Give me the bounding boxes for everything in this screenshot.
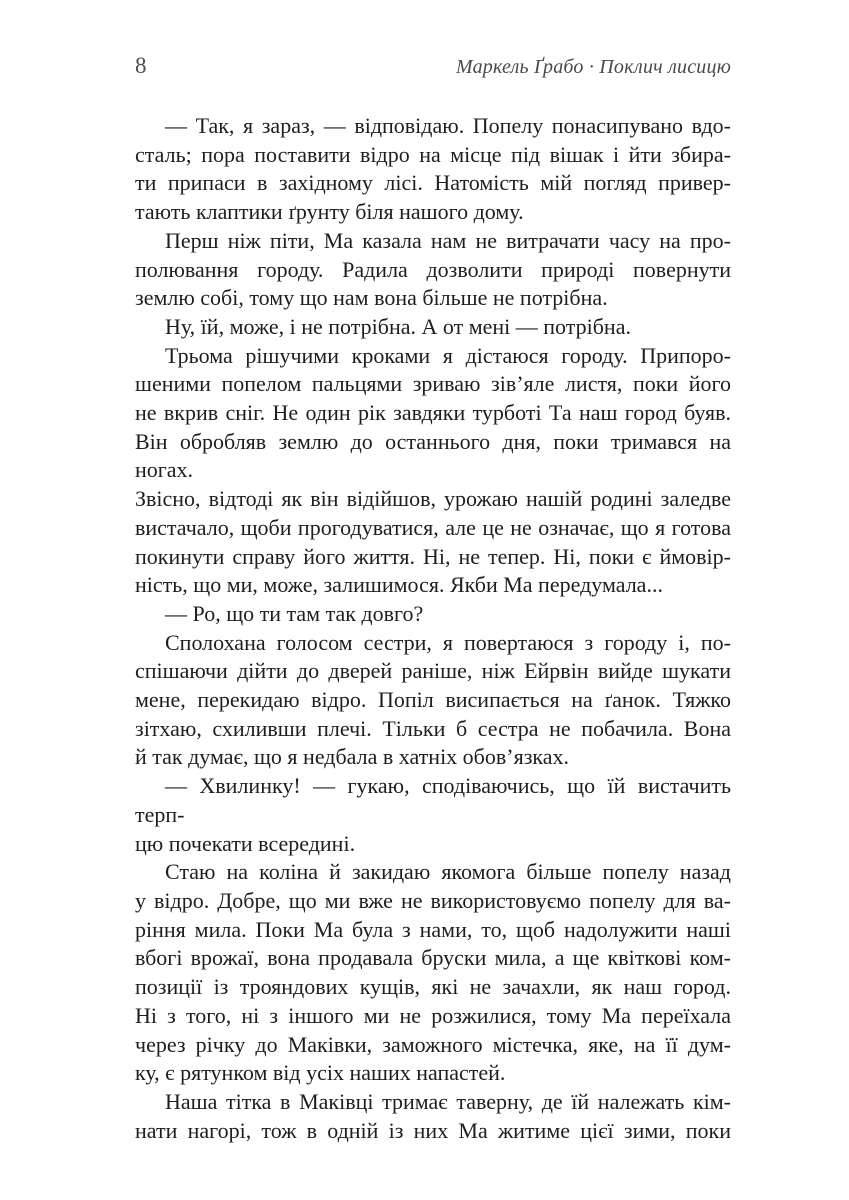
text-line: — Так, я зараз, — відповідаю. Попелу понасипувано вдо- [165,113,731,138]
text-block [135,112,731,1145]
text-line: мене, перекидаю відро. Попіл висипається на ґанок. Тяжко [135,687,731,713]
text-line: цю почекати всередині. [135,830,356,856]
running-header: Маркель Ґрабо · Поклич лисицю [456,56,731,78]
text-line: позиції із трояндових кущів, які не зачахли, як наш город. [135,974,731,1000]
paragraph [135,112,731,227]
paragraph [135,858,731,1088]
paragraph [135,629,731,773]
page-number: 8 [135,53,147,78]
text-line: ність, що ми, може, залишимося. Якби Ма передумала... [135,572,663,598]
text-line: й так думає, що я недбала в хатніх обов’язках. [135,744,570,770]
text-line: шеними попелом пальцями зриваю зів’яле листя, поки його [135,371,731,397]
paragraph [135,1088,731,1145]
text-line: Він обробляв землю до останнього дня, поки тримався на ногах. [135,428,731,483]
text-line: — Хвилинку! — гукаю, сподіваючись, що їй вистачить терп- [135,773,731,827]
text-line: — Ро, що ти там так довго? [165,600,424,626]
text-line: Сполохана голосом сестри, я повертаюся з городу і, по- [165,629,731,655]
text-line: ріння мила. Поки Ма була з нами, то, щоб надолужити наші [135,916,731,942]
page-header [135,53,731,78]
text-line: покинути справу його життя. Ні, не тепер. Ні, поки є ймовір- [135,543,731,569]
text-line: полювання городу. Радила дозволити природі повернути [135,256,731,282]
text-line: сталь; пора поставити відро на місце під вішак і йти збира- [135,141,731,167]
paragraph [135,313,731,342]
text-line: зітхаю, схиливши плечі. Тільки б сестра не побачила. Вона [135,715,731,741]
text-line: землю собі, тому що нам вона більше не потрібна. [135,285,608,311]
text-line: вистачало, щоби прогодуватися, але це не означає, що я готова [135,514,731,540]
text-line: вбогі врожаї, вона продавала бруски мила, а ще квіткові ком- [135,945,731,971]
text-line: не вкрив сніг. Не один рік завдяки турботі Та наш город буяв. [135,400,731,426]
text-line: Ні з того, ні з іншого ми не розжилися, тому Ма переїхала [135,1002,731,1028]
text-line: ку, є рятунком від усіх наших напастей. [135,1060,506,1086]
text-line: спішаючи дійти до дверей раніше, ніж Ейрвін вийде шукати [135,658,731,684]
paragraph [135,772,731,858]
text-line: ти припаси в західному лісі. Натомість мій погляд привер- [135,170,731,196]
paragraph [135,600,731,629]
text-line: Ну, їй, може, і не потрібна. А от мені — потрібна. [165,313,631,339]
text-line: Перш ніж піти, Ма казала нам не витрачати часу на про- [165,227,731,253]
text-line: нати нагорі, тож в одній із них Ма житиме цієї зими, поки [135,1117,731,1143]
text-line: тають клаптики ґрунту біля нашого дому. [135,199,524,225]
text-line: через річку до Маківки, заможного містечка, яке, на її дум- [135,1031,731,1057]
text-line: Стаю на коліна й закидаю якомога більше попелу назад [165,859,731,885]
paragraph [135,227,731,313]
text-line: Звісно, відтоді як він відійшов, урожаю нашій родині заледве [135,486,731,512]
paragraph [135,342,731,600]
text-line: Трьома рішучими кроками я дістаюся городу. Припоро- [165,342,731,368]
text-line: у відро. Добре, що ми вже не використовуємо попелу для ва- [135,887,731,913]
text-line: Наша тітка в Маківці тримає таверну, де їй належать кім- [165,1088,731,1114]
